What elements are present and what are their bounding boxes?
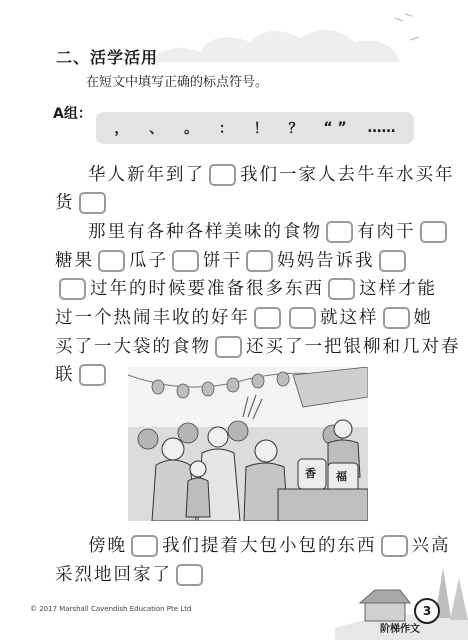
passage-text: 华人新年到了 [88, 165, 205, 185]
blank-box[interactable] [98, 250, 125, 272]
passage-text: 买了一大袋的食物 [55, 337, 211, 357]
page-number: 3 [414, 598, 440, 624]
passage-text: 她 [413, 308, 433, 328]
passage-text: 有肉干 [357, 222, 416, 242]
passage-text: 那里有各种各样美味的食物 [88, 222, 322, 242]
passage-text: 瓜子 [129, 251, 168, 271]
passage-line [88, 218, 451, 246]
punctuation-period: 。 [184, 121, 199, 137]
blank-box[interactable] [172, 250, 199, 272]
passage-line [55, 561, 207, 589]
passage-text: 我们一家人去牛车水买年 [240, 165, 455, 185]
section-title: 二、活学活用 [56, 48, 159, 67]
passage-line [55, 189, 110, 217]
punctuation-bank [96, 112, 414, 144]
blank-box[interactable] [59, 278, 86, 300]
market-illustration [128, 367, 368, 521]
blank-box[interactable] [246, 250, 273, 272]
group-label: A组： [53, 106, 92, 122]
blank-box[interactable] [79, 192, 106, 214]
passage-line [55, 333, 461, 361]
passage-text: 过年的时候要准备很多东西 [90, 279, 324, 299]
punctuation-exclamation: ！ [253, 121, 268, 137]
punctuation-quotes: “ ” [323, 120, 347, 136]
passage-text: 兴高 [411, 536, 451, 556]
passage-line [55, 275, 437, 303]
blank-box[interactable] [326, 221, 353, 243]
instruction-text: 在短文中填写正确的标点符号。 [86, 75, 269, 90]
passage-text: 饼干 [203, 251, 242, 271]
punctuation-enumeration-comma: 、 [149, 121, 164, 137]
blank-box[interactable] [379, 250, 406, 272]
passage-text: 傍晚 [88, 536, 127, 556]
passage-text: 就这样 [320, 308, 379, 328]
passage-text: 还买了一把银柳和几对春 [246, 337, 461, 357]
passage-text: 妈妈告诉我 [277, 251, 375, 271]
passage-text: 我们提着大包小包的东西 [162, 536, 377, 556]
blank-box[interactable] [176, 564, 203, 586]
jar-label-xiang: 香 [305, 467, 316, 480]
passage-text: 这样才能 [359, 279, 437, 299]
blank-box[interactable] [328, 278, 355, 300]
passage-text: 采烈地回家了 [55, 565, 172, 585]
blank-box[interactable] [289, 307, 316, 329]
copyright-text: © 2017 Marshall Cavendish Education Pte Ltd [30, 605, 192, 613]
passage-line [55, 304, 433, 332]
punctuation-ellipsis: …… [367, 120, 396, 136]
blank-box[interactable] [209, 164, 236, 186]
book-title: 阶梯作文 [380, 624, 420, 635]
passage-line [55, 361, 110, 389]
blank-box[interactable] [131, 535, 158, 557]
passage-text: 货 [55, 193, 75, 213]
punctuation-colon: ： [218, 121, 233, 137]
punctuation-question: ？ [288, 121, 303, 137]
passage-text: 糖果 [55, 251, 94, 271]
jar-label-fu: 福 [336, 470, 347, 483]
passage-text: 过一个热闹丰收的好年 [55, 308, 250, 328]
blank-box[interactable] [420, 221, 447, 243]
blank-box[interactable] [254, 307, 281, 329]
blank-box[interactable] [383, 307, 410, 329]
passage-text: 联 [55, 365, 75, 385]
punctuation-comma: ， [114, 121, 129, 137]
passage-line [55, 247, 410, 275]
blank-box[interactable] [79, 364, 106, 386]
passage-line [88, 161, 455, 189]
blank-box[interactable] [215, 336, 242, 358]
